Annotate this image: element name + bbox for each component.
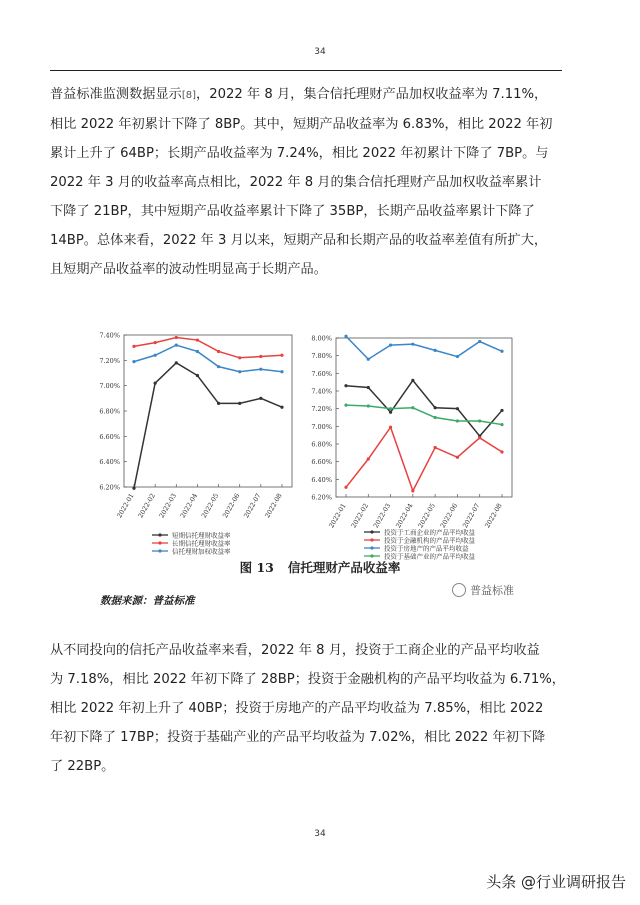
legend-label: 投资于工商企业的产品平均收益 [384,528,475,537]
data-point [367,457,370,460]
paragraph-1-line: 下降了 21BP，其中短期产品收益率累计下降了 35BP，长期产品收益率累计下降了 [50,204,535,219]
y-tick-label: 6.60% [311,458,332,467]
data-point [500,409,503,412]
x-tick-label: 2022-04 [178,492,200,520]
paragraph-1 [50,80,572,284]
data-point [154,354,157,357]
y-tick-label: 6.80% [99,407,120,416]
page-number-bottom: 34 [314,829,326,839]
data-point [411,406,414,409]
data-point [196,338,199,341]
data-point [344,486,347,489]
x-tick-label: 2022-02 [349,502,371,530]
legend-marker [158,541,161,544]
data-point [238,356,241,359]
y-tick-label: 6.20% [311,493,332,502]
y-tick-label: 6.60% [99,432,120,441]
header-rule [50,70,562,71]
data-point [132,487,135,490]
x-tick-label: 2022-08 [263,492,284,520]
legend-left [152,531,231,556]
data-point [389,343,392,346]
y-tick-label: 7.40% [99,331,120,340]
data-point [280,354,283,357]
data-point [196,374,199,377]
data-point [175,336,178,339]
y-tick-label: 6.80% [311,440,332,449]
data-point [411,379,414,382]
x-tick-label: 2022-06 [438,502,460,530]
data-point [500,450,503,453]
x-tick-label: 2022-08 [483,502,504,530]
data-point [196,350,199,353]
y-tick-label: 7.00% [311,422,332,431]
data-point [500,423,503,426]
text: 普益标准监测数据显示 [50,87,182,102]
legend-label: 投资于基础产业的产品平均收益 [384,552,475,561]
legend-marker [370,530,373,533]
x-tick-label: 2022-05 [199,492,221,520]
y-tick-label: 7.40% [311,387,332,396]
figure-caption-label: 图 13 [239,560,274,575]
data-point [456,419,459,422]
x-tick-label: 2022-06 [221,492,242,520]
paragraph-1-line [50,80,572,110]
paragraph-2 [50,636,572,781]
legend-label: 信托理财加权收益率 [172,547,231,556]
data-point [456,407,459,410]
x-tick-label: 2022-07 [461,502,482,530]
paragraph-1-line: 14BP。总体来看，2022 年 3 月以来，短期产品和长期产品的收益率差值有所扩大， [50,233,548,248]
x-tick-label: 2022-03 [157,492,179,520]
data-point [175,344,178,347]
platform-credit[interactable]: 头条 @行业调研报告 [486,873,626,891]
data-point [434,416,437,419]
data-point [344,335,347,338]
data-source: 数据来源：普益标准 [100,595,195,607]
y-tick-label: 7.00% [99,382,120,391]
plot-frame [336,338,512,497]
paragraph-2-line: 相比 2022 年初上升了 40BP；投资于房地产的产品平均收益为 7.85%，相比 2022 [50,701,544,716]
brand-logo-icon [452,583,466,597]
data-point [389,411,392,414]
data-point [367,386,370,389]
y-tick-label: 6.40% [311,475,332,484]
x-tick-label: 2022-04 [394,502,415,530]
paragraph-1-line: 累计上升了 64BP；长期产品收益率为 7.24%，相比 2022 年初累计下降了 7BP。与 [50,146,549,161]
legend-marker [158,549,161,552]
data-point [434,349,437,352]
data-point [456,355,459,358]
watermark [452,582,514,598]
data-point [217,365,220,368]
figure-caption [240,560,401,575]
paragraph-1-line: 2022 年 3 月的收益率高点相比，2022 年 8 月的集合信托理财产品加权收益率累计 [50,175,542,190]
data-point [175,361,178,364]
data-point [456,456,459,459]
y-tick-label: 7.80% [311,352,332,361]
paragraph-1-line: 且短期产品收益率的波动性明显高于长期产品。 [50,262,327,277]
data-point [411,489,414,492]
data-point [478,419,481,422]
figure-caption-title: 信托理财产品收益率 [287,560,401,575]
text: ，2022 年 8 月，集合信托理财产品加权收益率为 7.11%， [196,87,548,102]
paragraph-2-line: 年初下降了 17BP；投资于基础产业的产品平均收益为 7.02%，相比 2022 年初下降 [50,730,546,745]
legend-label: 投资于房地产的产品平均收益 [384,544,469,553]
data-point [259,355,262,358]
series-line [346,380,502,436]
data-point [259,368,262,371]
legend-label: 投资于金融机构的产品平均收益 [384,536,475,545]
data-point [132,345,135,348]
y-tick-label: 6.40% [99,458,120,467]
data-point [478,340,481,343]
page-number-top: 34 [314,47,326,57]
data-point [154,341,157,344]
data-point [344,404,347,407]
data-point [238,370,241,373]
data-point [217,350,220,353]
data-point [389,426,392,429]
x-tick-label: 2022-03 [371,502,393,530]
legend-right [364,528,476,561]
legend-label: 长期信托理财收益率 [172,539,231,548]
series-line [134,363,282,488]
citation[interactable]: [8] [181,90,197,101]
y-tick-label: 7.60% [311,369,332,378]
y-tick-label: 6.20% [99,483,120,492]
y-tick-label: 7.20% [99,356,120,365]
data-point [238,402,241,405]
data-point [280,370,283,373]
paragraph-1-line: 相比 2022 年初累计下降了 8BP。其中，短期产品收益率为 6.83%，相比 2022 年初 [50,117,553,132]
x-tick-label: 2022-01 [327,502,348,530]
data-point [434,446,437,449]
chart-right [311,335,512,530]
x-tick-label: 2022-07 [242,492,263,520]
legend-marker [370,554,373,557]
paragraph-2-line: 为 7.18%，相比 2022 年初下降了 28BP；投资于金融机构的产品平均收益为 6.71%， [50,672,565,687]
data-point [389,407,392,410]
data-point [367,404,370,407]
paragraph-2-line: 从不同投向的信托产品收益率来看，2022 年 8 月，投资于工商企业的产品平均收益 [50,643,540,658]
data-point [132,360,135,363]
figure-13-charts [0,318,640,588]
data-point [478,436,481,439]
data-point [434,406,437,409]
x-tick-label: 2022-02 [136,492,157,520]
x-tick-label: 2022-05 [416,502,437,530]
data-point [154,382,157,385]
data-point [280,406,283,409]
legend-marker [370,546,373,549]
y-tick-label: 8.00% [311,334,332,343]
chart-left [99,332,292,520]
data-point [411,343,414,346]
paragraph-2-line: 了 22BP。 [50,759,115,774]
data-point [259,397,262,400]
x-tick-label: 2022-01 [115,492,136,520]
data-point [367,358,370,361]
data-point [217,402,220,405]
legend-marker [370,538,373,541]
legend-label: 短期信托理财收益率 [172,531,231,540]
series-line [346,336,502,359]
data-point [500,350,503,353]
data-point [344,384,347,387]
watermark-text: 普益标准 [470,584,514,597]
legend-marker [158,533,161,536]
y-tick-label: 7.20% [311,405,332,414]
series-line [134,345,282,372]
